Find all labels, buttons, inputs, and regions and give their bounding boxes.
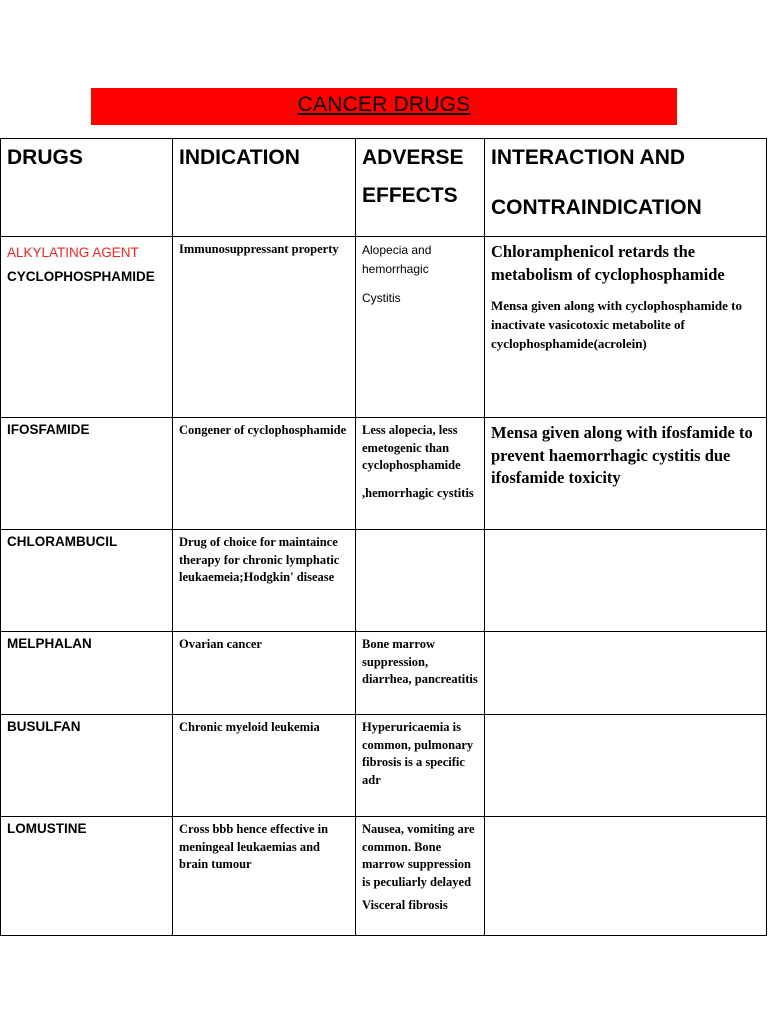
drug-name: LOMUSTINE xyxy=(1,817,173,936)
adverse-text: Alopecia and hemorrhagic xyxy=(362,243,432,276)
adverse-text: ,hemorrhagic cystitis xyxy=(362,485,474,500)
header-adverse-line2: EFFECTS xyxy=(362,184,458,207)
adverse-text: Less alopecia, less emetogenic than cyclophosphamide xyxy=(362,423,461,472)
header-row xyxy=(1,139,767,237)
indication-cell: Chronic myeloid leukemia xyxy=(173,715,356,817)
table-row xyxy=(1,715,767,817)
indication-cell: Cross bbb hence effective in meningeal leukaemias and brain tumour xyxy=(173,817,356,936)
header-indication: INDICATION xyxy=(173,139,356,237)
header-interaction xyxy=(485,139,767,237)
indication-cell: Congener of cyclophosphamide xyxy=(173,418,356,530)
adverse-cell: Hyperuricaemia is common, pulmonary fibrosis is a specific adr xyxy=(356,715,485,817)
table-row xyxy=(1,418,767,530)
drug-class-label: ALKYLATING AGENT xyxy=(7,245,139,260)
drug-name: CYCLOPHOSPHAMIDE xyxy=(7,269,155,284)
adverse-cell xyxy=(356,817,485,936)
interaction-cell xyxy=(485,632,767,715)
interaction-cell xyxy=(485,530,767,632)
interaction-cell xyxy=(485,418,767,530)
adverse-text: Cystitis xyxy=(362,291,401,305)
table-row xyxy=(1,237,767,418)
interaction-text: Chloramphenicol retards the metabolism of cyclophosphamide xyxy=(491,242,725,284)
adverse-cell xyxy=(356,237,485,418)
adverse-text: Visceral fibrosis xyxy=(362,898,448,912)
interaction-cell xyxy=(485,237,767,418)
drug-cell xyxy=(1,237,173,418)
adverse-cell xyxy=(356,418,485,530)
indication-cell: Drug of choice for maintaince therapy for chronic lymphatic leukaemeia;Hodgkin' disease xyxy=(173,530,356,632)
drug-name: MELPHALAN xyxy=(1,632,173,715)
header-adverse-effects xyxy=(356,139,485,237)
drug-table xyxy=(0,138,767,936)
table-row xyxy=(1,530,767,632)
indication-cell: Immunosuppressant property xyxy=(173,237,356,418)
interaction-text: Mensa given along with cyclophosphamide to inactivate vasicotoxic metabolite of cyclophosphamide(acrolein) xyxy=(491,298,742,351)
indication-cell: Ovarian cancer xyxy=(173,632,356,715)
drug-name: CHLORAMBUCIL xyxy=(1,530,173,632)
interaction-cell xyxy=(485,715,767,817)
interaction-text: Mensa given along with ifosfamide to prevent haemorrhagic cystitis due ifosfamide toxicity xyxy=(491,423,753,487)
drug-name: BUSULFAN xyxy=(1,715,173,817)
table-row xyxy=(1,817,767,936)
page-title: CANCER DRUGS xyxy=(297,93,471,116)
interaction-cell xyxy=(485,817,767,936)
adverse-cell: Bone marrow suppression, diarrhea, pancreatitis xyxy=(356,632,485,715)
adverse-text: Nausea, vomiting are common. Bone marrow suppression is peculiarly delayed xyxy=(362,822,475,889)
table-row xyxy=(1,632,767,715)
header-interaction-line1: INTERACTION AND xyxy=(491,146,686,169)
header-interaction-line2: CONTRAINDICATION xyxy=(491,196,702,219)
title-banner xyxy=(91,88,677,125)
adverse-cell xyxy=(356,530,485,632)
header-adverse-line1: ADVERSE xyxy=(362,146,464,169)
drug-name: IFOSFAMIDE xyxy=(1,418,173,530)
header-drugs: DRUGS xyxy=(1,139,173,237)
